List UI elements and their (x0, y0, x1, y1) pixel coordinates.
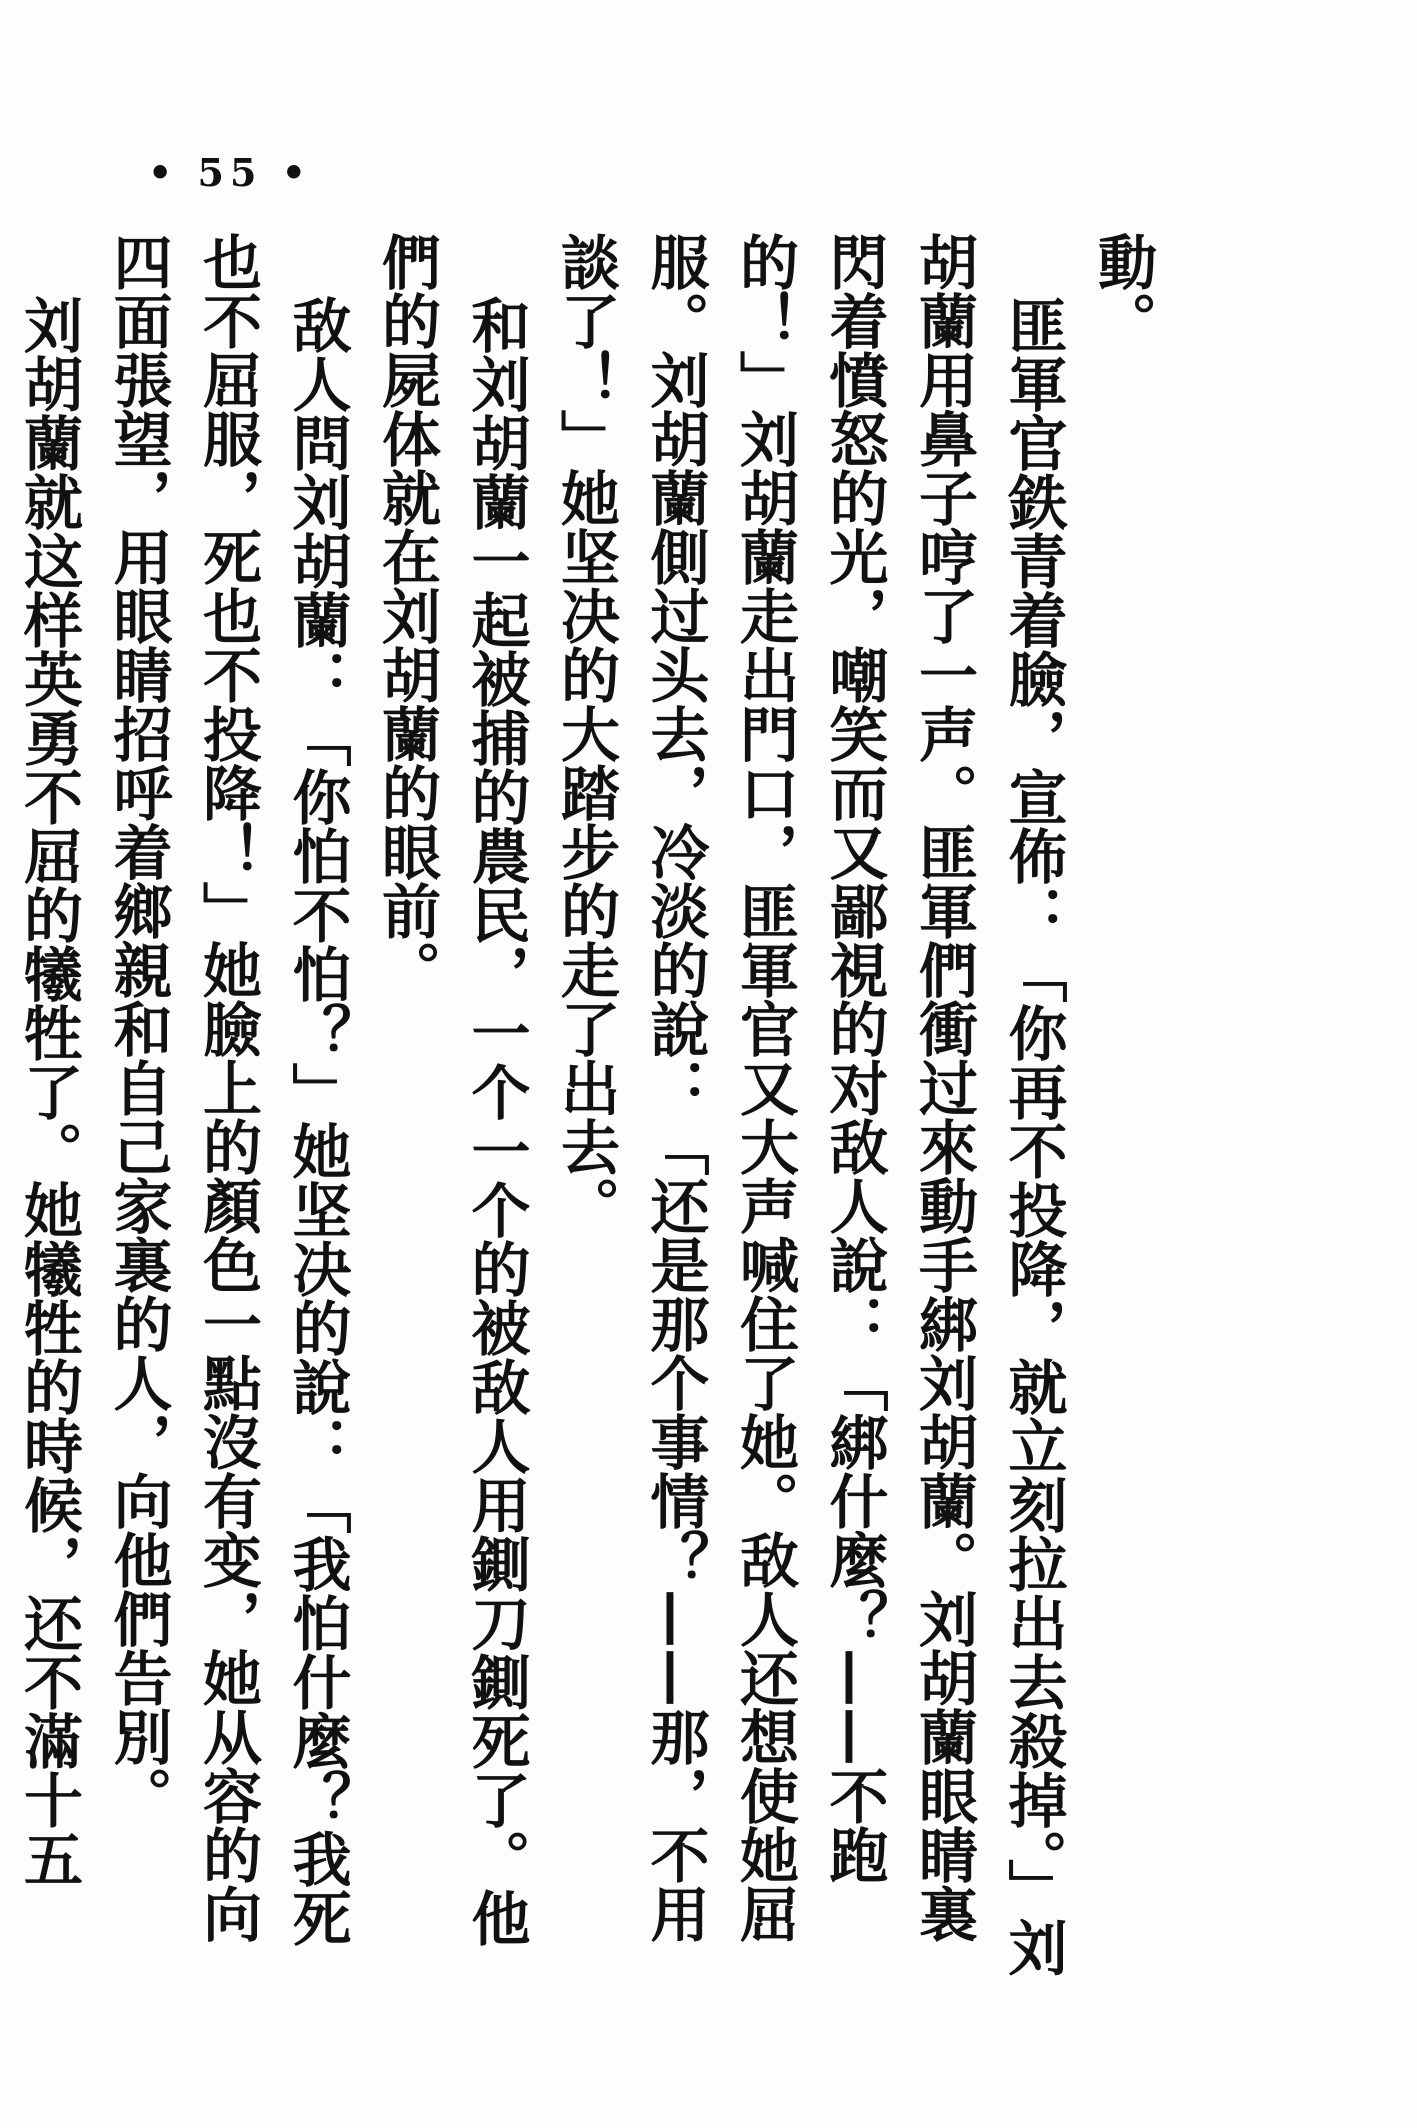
paragraph-sacrifice: 刘胡蘭就这样英勇不屈的犧牲了。她犧牲的時候，还不滿十五 (14, 294, 83, 1888)
paragraph-execution-order: 匪軍官鉄青着臉，宣佈：「你再不投降，就立刻拉出去殺掉。」刘胡蘭用鼻子哼了一声。匪軍們衝过來動手綁刘胡蘭。刘胡蘭眼睛裏閃着憤怒的光，嘲笑而又鄙視的对敌人說：「綁什麼？——不跑的！」刘胡蘭走出門口，匪軍官又大声喊住了她。敌人还想使她屈服。刘胡蘭側过头去，冷淡的說：「还是那个事情？——那，不用談了！」她坚决的大踏步的走了出去。 (551, 232, 1068, 1977)
page-number: • 55 • (148, 150, 312, 195)
paragraph-farmers-killed: 和刘胡蘭一起被捕的農民，一个一个的被敌人用鍘刀鍘死了。他們的屍体就在刘胡蘭的眼前。 (372, 232, 531, 1947)
paragraph-continuation: 動。 (1088, 232, 1157, 350)
vertical-text-body (0, 232, 1167, 1992)
paragraph-not-afraid: 敌人問刘胡蘭：「你怕不怕？」她坚决的說：「我怕什麼？我死也不屈服，死也不投降！」她臉上的顏色一點沒有变，她从容的向四面張望，用眼睛招呼着鄉親和自己家裏的人，向他們告別。 (103, 232, 352, 1947)
